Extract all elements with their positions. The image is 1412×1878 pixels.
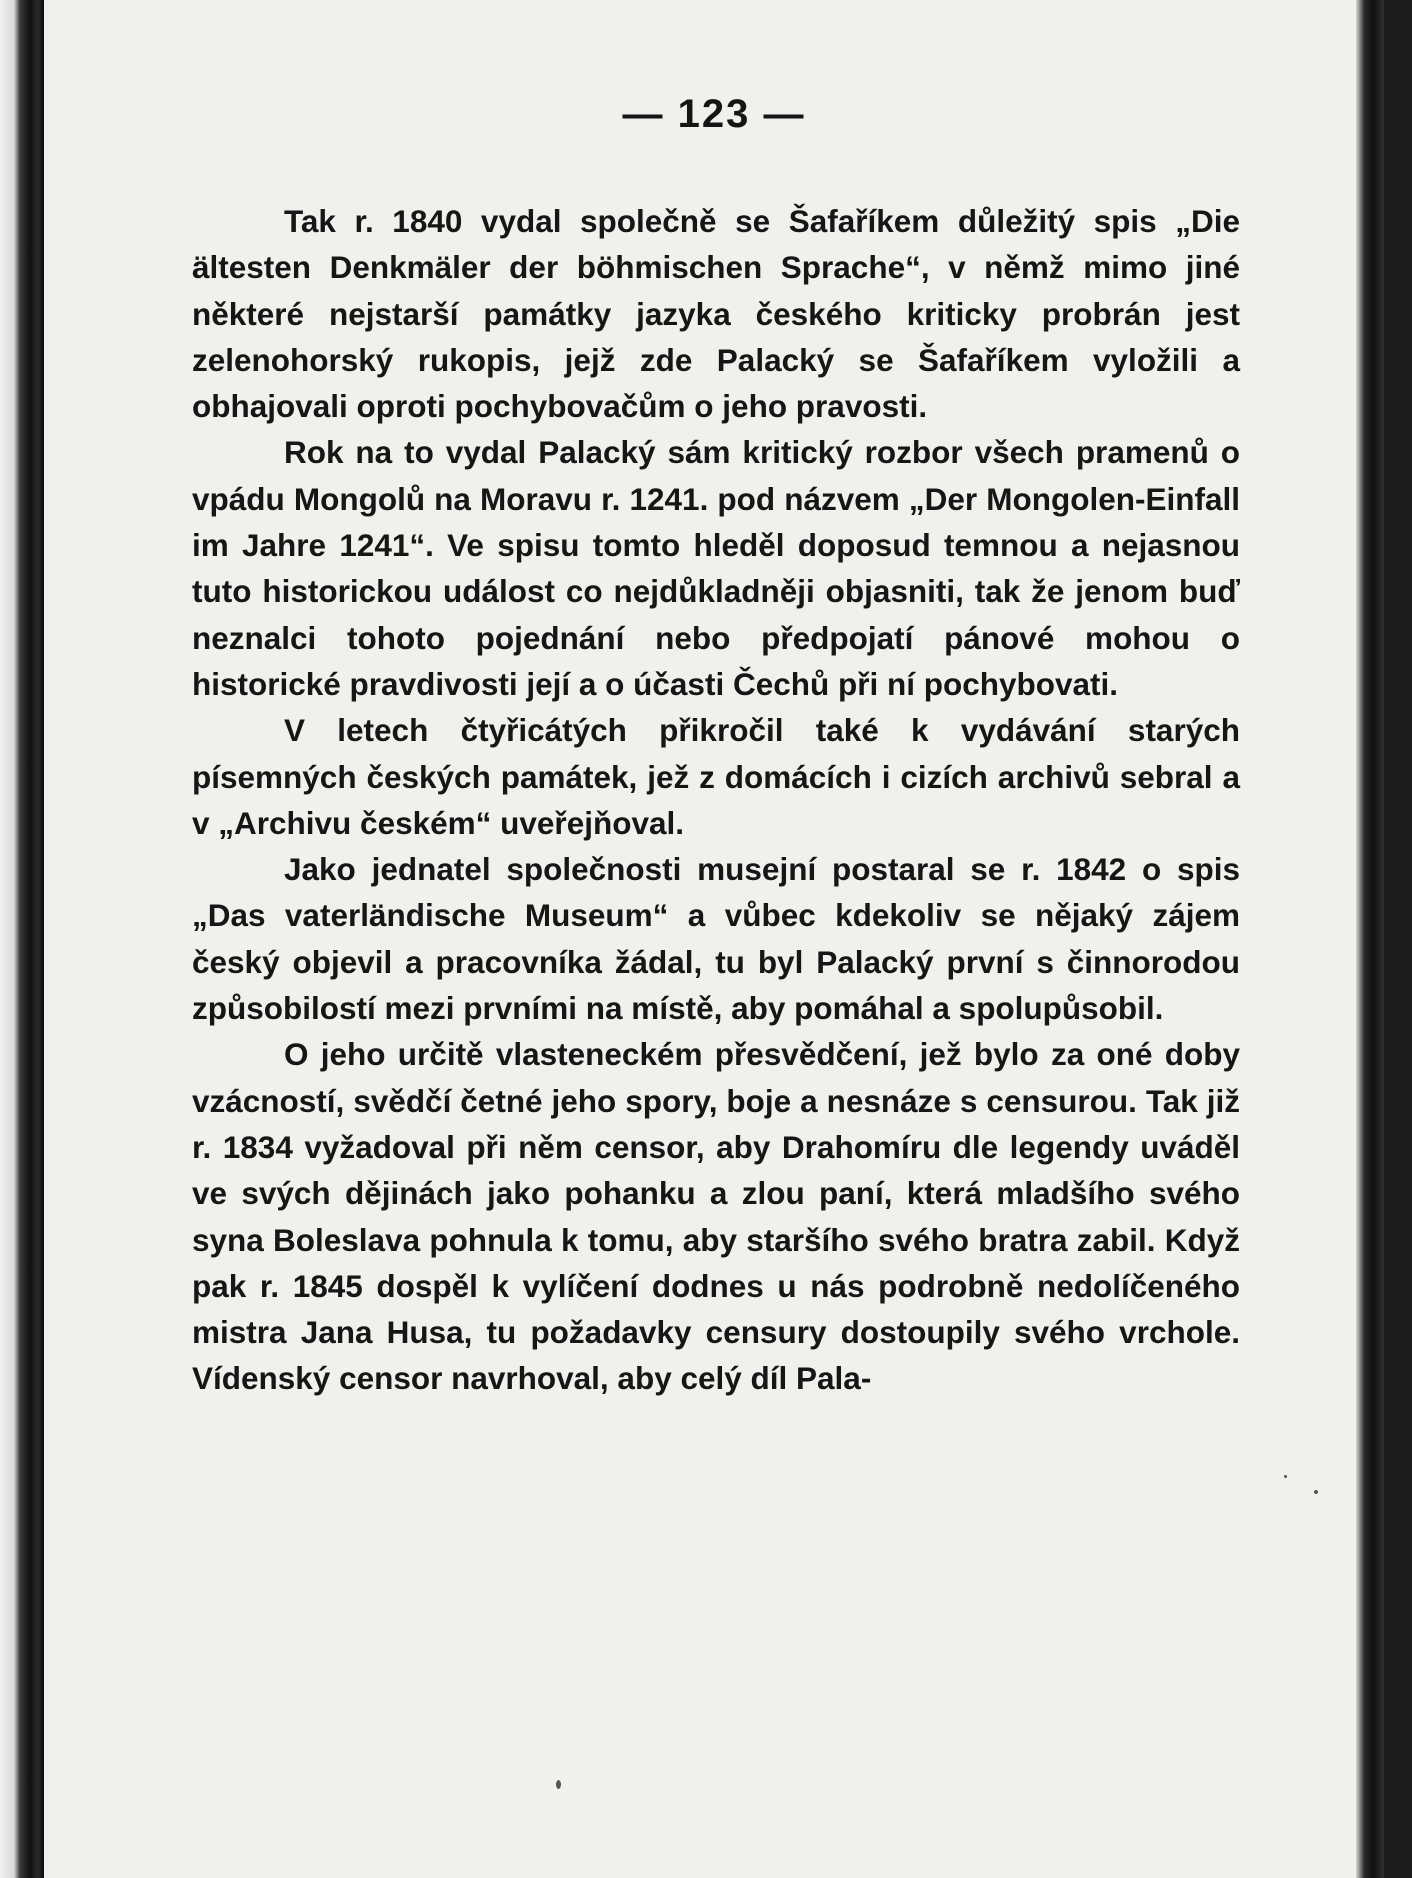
book-page: [44, 0, 1384, 1878]
paragraph-5: O jeho určitě vlasteneckém přesvědčení, jež bylo za oné doby vzácností, svědčí četné jeho spory, boje a nesnáze s censurou. Tak již r. 1834 vyžadoval při něm censor, aby Drahomíru dle legendy uváděl ve svých dějinách jako pohanku a zlou paní, která mladšího svého syna Boleslava pohnula k tomu, aby staršího svého bratra zabil. Když pak r. 1845 dospěl k vylíčení dodnes u nás podrobně nedolíčeného mistra Jana Husa, tu požadavky censury dostoupily svého vrchole. Vídenský censor navrhoval, aby celý díl Pala-: [192, 1036, 1240, 1397]
ink-speck: [556, 1780, 561, 1789]
paragraph-4: Jako jednatel společnosti musejní postaral se r. 1842 o spis „Das vaterländische Museum“ a vůbec kdekoliv se nějaký zájem český objevil a pracovníka žádal, tu byl Palacký první s činnorodou způsobilostí mezi prvními na místě, aby pomáhal a spolupůsobil.: [192, 851, 1240, 1027]
page-text: [192, 198, 1240, 1402]
ink-speck: [1314, 1490, 1318, 1494]
book-binding-edge: [0, 0, 44, 1878]
page-number: — 123 —: [622, 92, 806, 136]
ink-speck: [1284, 1475, 1287, 1478]
page-right-edge: [1356, 0, 1384, 1878]
paragraph-1: Tak r. 1840 vydal společně se Šafaříkem důležitý spis „Die ältesten Denkmäler der böhmischen Sprache“, v němž mimo jiné některé nejstarší památky jazyka českého kriticky probrán jest zelenohorský rukopis, jejž zde Palacký se Šafaříkem vyložili a obhajovali oproti pochybovačům o jeho pravosti.: [192, 203, 1240, 425]
paragraph-2: Rok na to vydal Palacký sám kritický rozbor všech pramenů o vpádu Mongolů na Moravu r. 1241. pod názvem „Der Mongolen-Einfall im Jahre 1241“. Ve spisu tomto hleděl doposud temnou a nejasnou tuto historickou událost co nejdůkladněji objasniti, tak že jenom buď neznalci tohoto pojednání nebo předpojatí pánové mohou o historické pravdivosti její a o účasti Čechů při ní pochybovati.: [192, 434, 1240, 702]
paragraph-3: V letech čtyřicátých přikročil také k vydávání starých písemných českých památek, jež z domácích i cizích archivů sebral a v „Archivu českém“ uveřejňoval.: [192, 712, 1240, 841]
